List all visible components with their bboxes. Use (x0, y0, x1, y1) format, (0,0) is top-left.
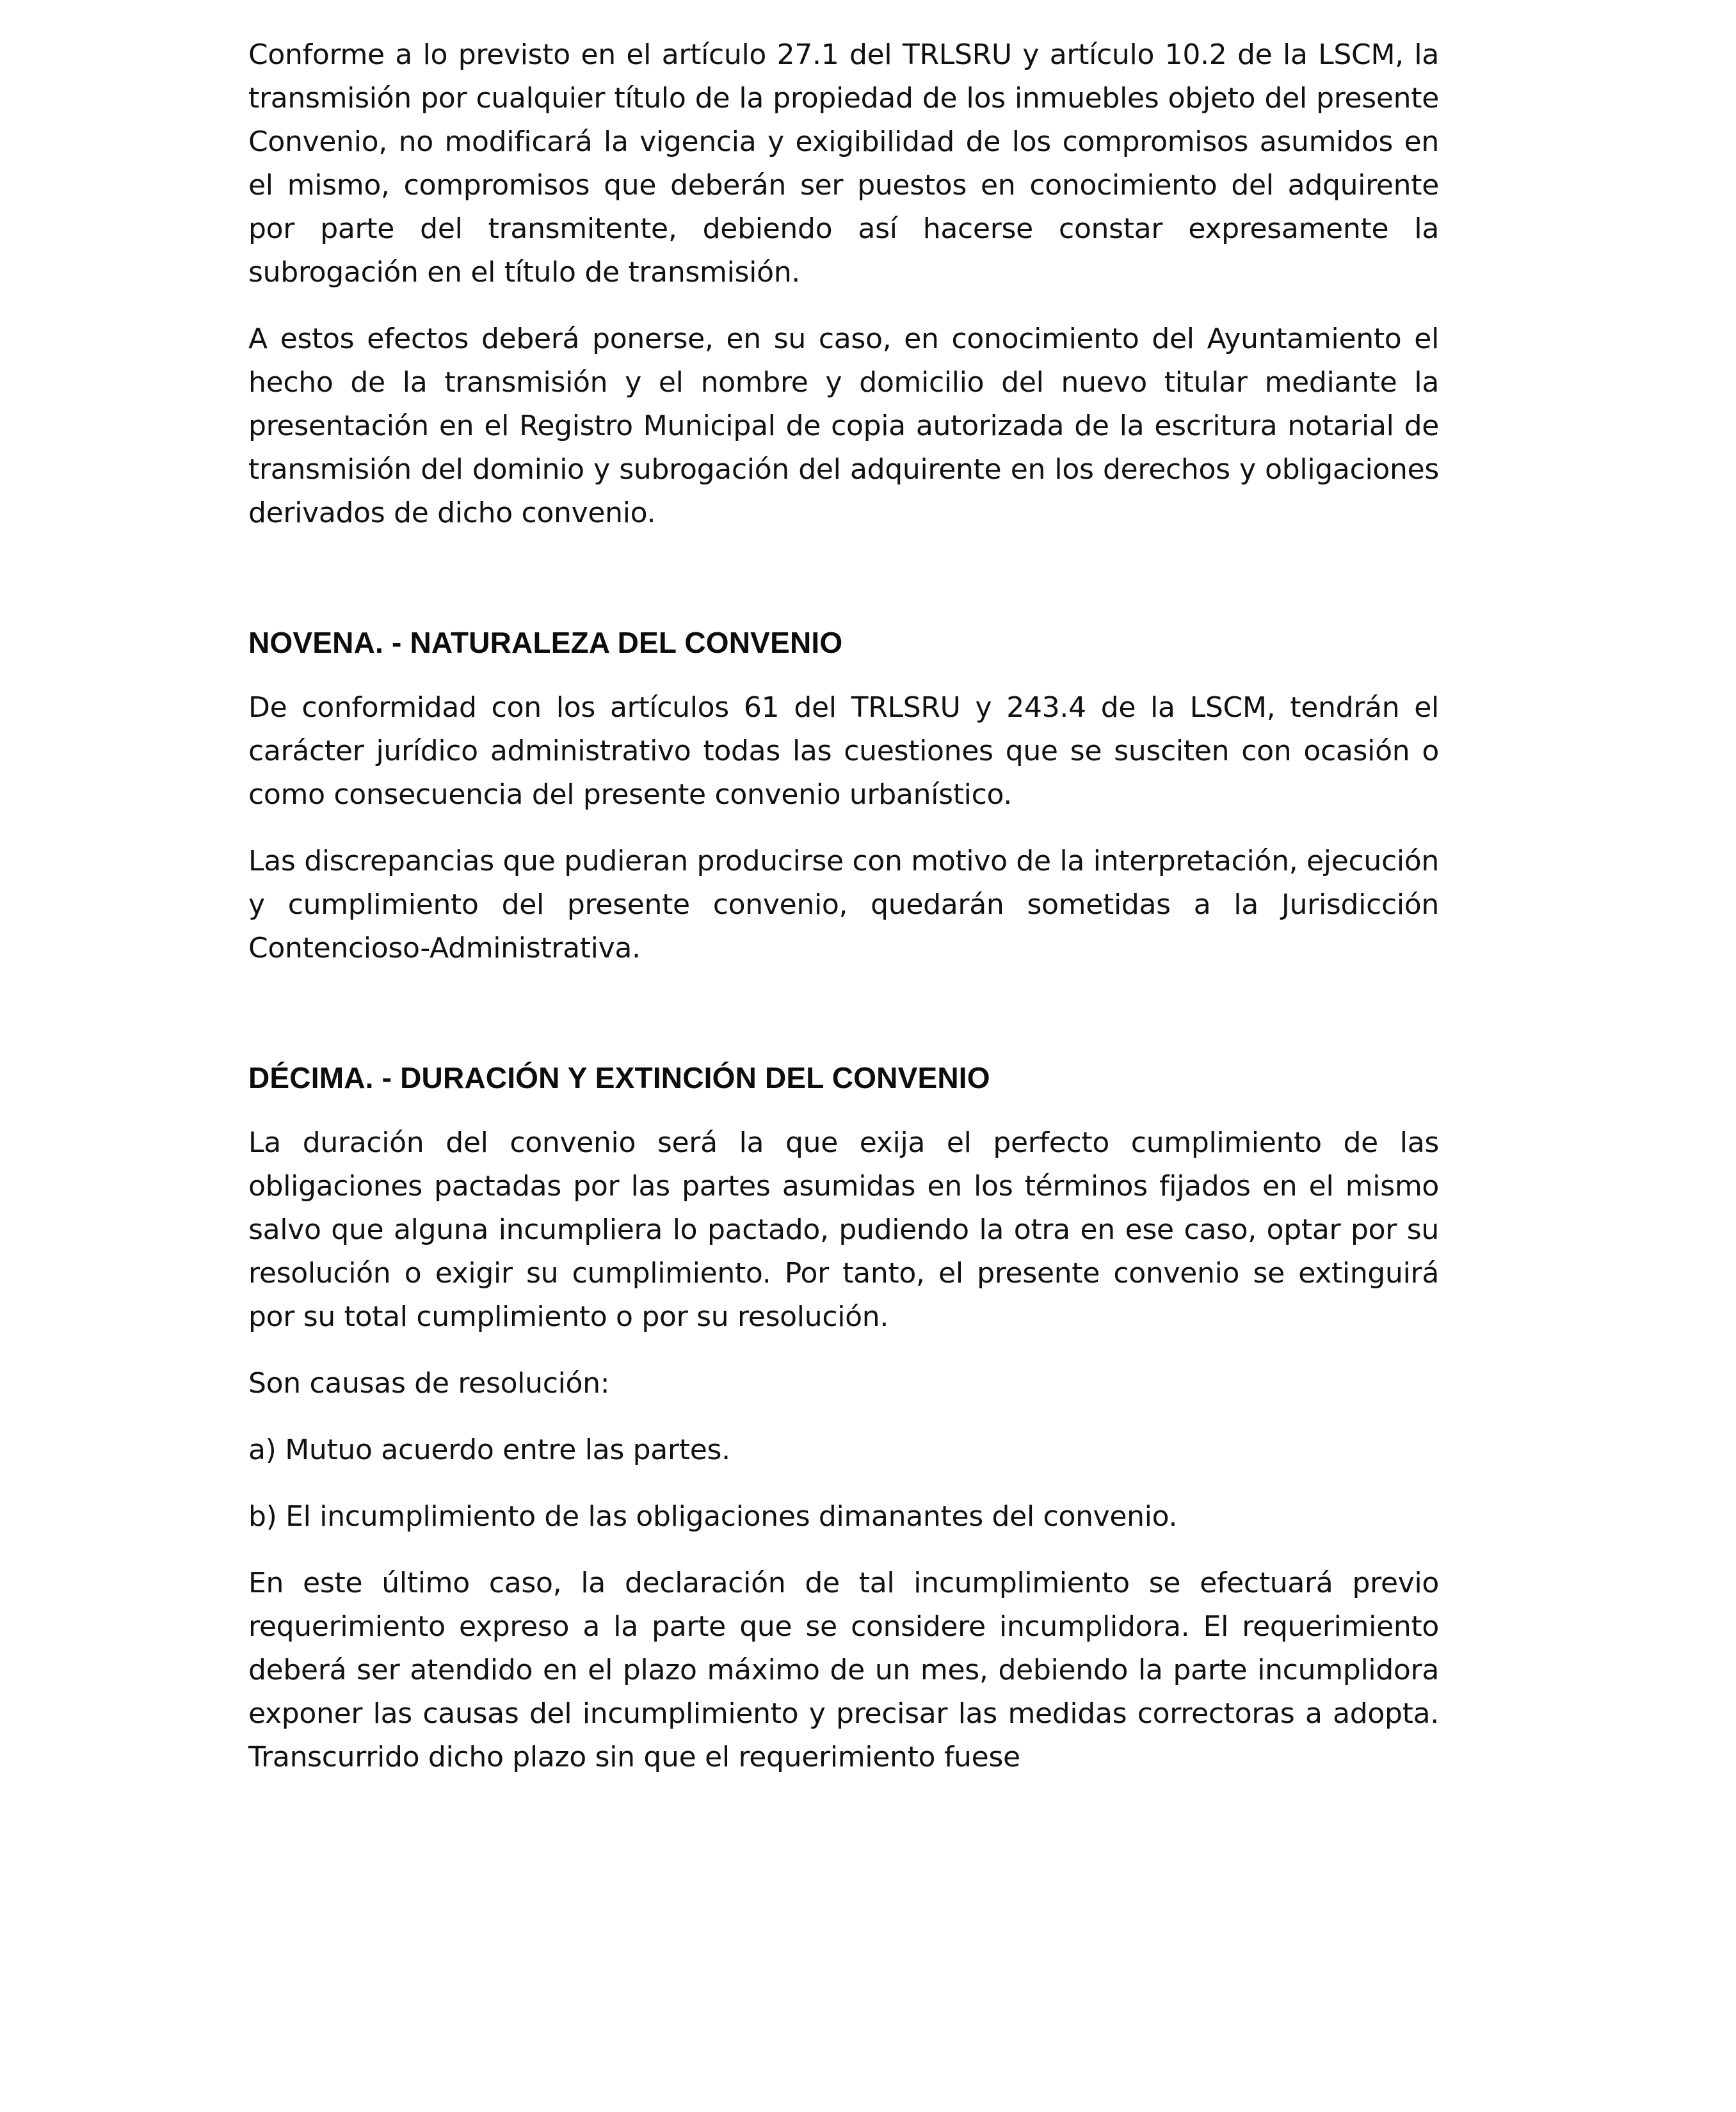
paragraph-discrepancias: Las discrepancias que pudieran producirse con motivo de la interpretación, ejecución y cumplimiento del presente convenio, quedarán sometidas a la Jurisdicción Contencioso-Administrativa. (248, 845, 1439, 964)
heading-novena: NOVENA. - NATURALEZA DEL CONVENIO (248, 626, 843, 659)
paragraph-causas-intro: Son causas de resolución: (248, 1367, 610, 1400)
paragraph-efectos-ayuntamiento: A estos efectos deberá ponerse, en su caso, en conocimiento del Ayuntamiento el hecho de la transmisión y el nombre y domicilio del nuevo titular mediante la presentación en el Registro Municipal de copia autorizada de la escritura notarial de transmisión del dominio y subrogación del adquirente en los derechos y obligaciones derivados de dicho convenio. (248, 323, 1439, 529)
list-item-mutuo-acuerdo: a) Mutuo acuerdo entre las partes. (248, 1434, 730, 1466)
heading-decima: DÉCIMA. - DURACIÓN Y EXTINCIÓN DEL CONVENIO (248, 1061, 990, 1094)
paragraph-transmision: Conforme a lo previsto en el artículo 27.1 del TRLSRU y artículo 10.2 de la LSCM, la transmisión por cualquier título de la propiedad de los inmuebles objeto del presente Convenio, no modificará la vigencia y exigibilidad de los compromisos asumidos en el mismo, compromisos que deberán ser puestos en conocimiento del adquirente por parte del transmitente, debiendo así hacerse constar expresamente la subrogación en el título de transmisión. (248, 38, 1439, 289)
document-page (248, 33, 1439, 1802)
paragraph-requerimiento: En este último caso, la declaración de tal incumplimiento se efectuará previo requerimiento expreso a la parte que se considere incumplidora. El requerimiento deberá ser atendido en el plazo máximo de un mes, debiendo la parte incumplidora exponer las causas del incumplimiento y precisar las medidas correctoras a adopta. Transcurrido dicho plazo sin que el requerimiento fuese (248, 1567, 1439, 1773)
list-item-incumplimiento: b) El incumplimiento de las obligaciones dimanantes del convenio. (248, 1500, 1178, 1533)
paragraph-duracion: La duración del convenio será la que exija el perfecto cumplimiento de las obligaciones pactadas por las partes asumidas en los términos fijados en el mismo salvo que alguna incumpliera lo pactado, pudiendo la otra en ese caso, optar por su resolución o exigir su cumplimiento. Por tanto, el presente convenio se extinguirá por su total cumplimiento o por su resolución. (248, 1126, 1439, 1333)
paragraph-conformidad: De conformidad con los artículos 61 del TRLSRU y 243.4 de la LSCM, tendrán el carácter jurídico administrativo todas las cuestiones que se susciten con ocasión o como consecuencia del presente convenio urbanístico. (248, 691, 1439, 811)
